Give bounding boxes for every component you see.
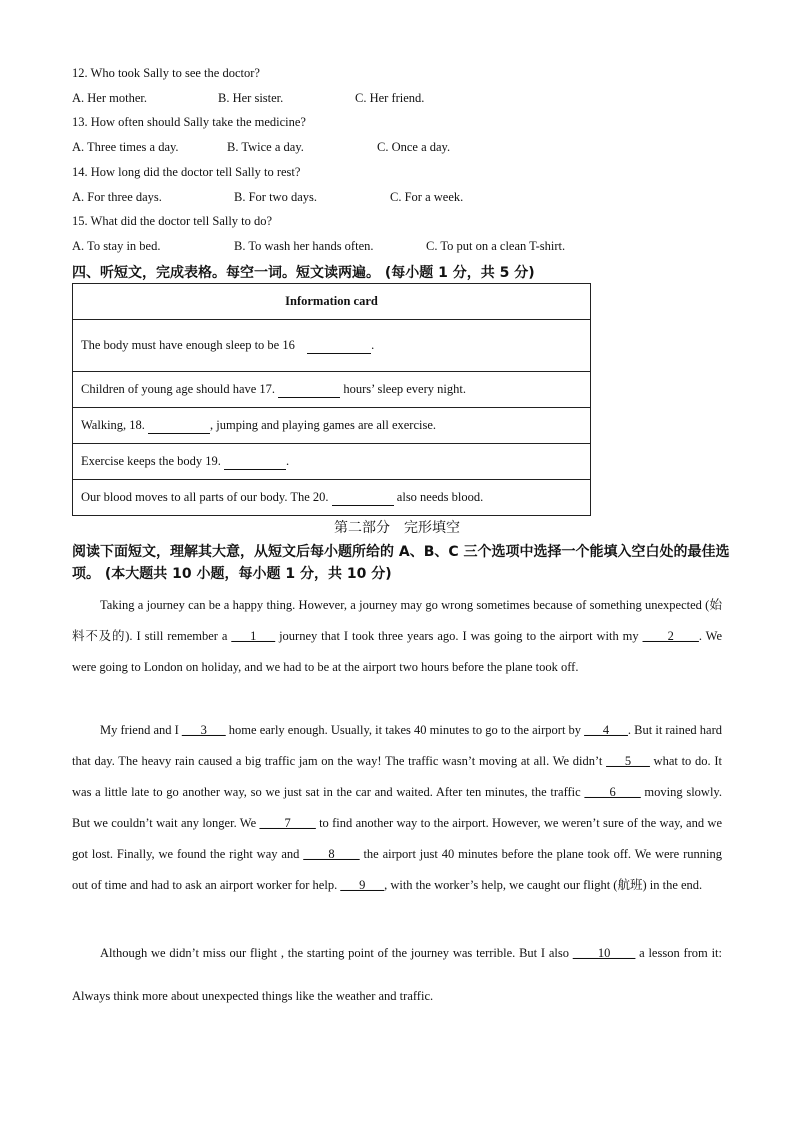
card-row-16 [73, 320, 591, 372]
card-row-19-end: . [286, 453, 290, 468]
option-13-a: A. Three times a day. [72, 140, 179, 154]
blank-18[interactable] [148, 418, 210, 434]
passage-text: , with the worker’s help, we caught our flight (航班) in the end. [384, 878, 703, 892]
option-15-c: C. To put on a clean T-shirt. [426, 239, 566, 253]
passage-text: My friend and I [100, 723, 182, 737]
cloze-blank-1[interactable]: ___1___ [231, 629, 276, 643]
passage-text: moving slowly. But we couldn’t wait any longer. We [72, 785, 722, 830]
card-row-18-end: , jumping and playing games are all exercise. [210, 417, 437, 432]
passage-text: journey that I took three years ago. I was going to the airport with my [275, 629, 643, 643]
option-12-c: C. Her friend. [355, 91, 425, 105]
information-card-title: Information card [73, 284, 591, 320]
card-row-17 [73, 372, 591, 408]
card-row-18 [73, 408, 591, 444]
part-2-instructions: 阅读下面短文，理解其大意，从短文后每小题所给的 A、B、C 三个选项中选择一个能填入空白处的最佳选项。 (本大题共 10 小题，每小题 1 分，共 10 分) [72, 544, 730, 582]
card-row-16-end: . [371, 337, 375, 352]
option-15-a: A. To stay in bed. [72, 239, 161, 253]
blank-17[interactable] [278, 382, 340, 398]
information-card-table [72, 283, 591, 516]
card-row-18-text: Walking, 18. [81, 417, 145, 432]
blank-20[interactable] [332, 490, 394, 506]
card-row-19-text: Exercise keeps the body 19. [81, 453, 221, 468]
cloze-blank-5[interactable]: ___5___ [606, 754, 650, 768]
option-14-a: A. For three days. [72, 190, 162, 204]
cloze-blank-7[interactable]: ____7____ [259, 816, 316, 830]
cloze-blank-10[interactable]: ____10____ [572, 946, 636, 960]
card-row-20-end: also needs blood. [396, 489, 484, 504]
passage-text: to find another way to the airport. However, we weren’t sure of the way, and we got lost. Finally, we found the right way and [72, 816, 722, 861]
cloze-blank-4[interactable]: ___4___ [584, 723, 628, 737]
passage-text: . But it rained hard that day. The heavy rain caused a big traffic jam on the way! The traffic wasn’t moving at all. We didn’t [72, 723, 722, 768]
passage-paragraph-1 [72, 590, 722, 683]
question-14: 14. How long did the doctor tell Sally to rest? [72, 165, 301, 179]
question-13: 13. How often should Sally take the medicine? [72, 115, 306, 129]
card-row-20-text: Our blood moves to all parts of our body. The 20. [81, 489, 329, 504]
passage-text: what to do. It was a little late to go another way, so we just sat in the car and waited. After ten minutes, the traffic [72, 754, 722, 799]
cloze-blank-9[interactable]: ___9___ [340, 878, 385, 892]
passage-paragraph-3 [72, 932, 722, 1018]
card-row-17-text: Children of young age should have 17. [81, 381, 276, 396]
card-row-19 [73, 444, 591, 480]
option-12-a: A. Her mother. [72, 91, 147, 105]
passage-text: home early enough. Usually, it takes 40 minutes to go to the airport by [225, 723, 585, 737]
option-13-b: B. Twice a day. [227, 140, 304, 154]
passage-text: Although we didn’t miss our flight , the starting point of the journey was terrible. But I also [100, 946, 573, 960]
option-15-b: B. To wash her hands often. [234, 239, 374, 253]
passage-text: the airport just 40 minutes before the plane took off. We were running out of time and had to ask an airport worker for help. [72, 847, 722, 892]
blank-16[interactable] [307, 338, 371, 354]
question-15: 15. What did the doctor tell Sally to do? [72, 214, 273, 228]
option-13-c: C. Once a day. [377, 140, 451, 154]
passage-text: . We were going to London on holiday, and we had to be at the airport two hours before the plane took off. [72, 629, 722, 674]
question-12: 12. Who took Sally to see the doctor? [72, 66, 260, 80]
option-14-c: C. For a week. [390, 190, 464, 204]
cloze-blank-8[interactable]: ____8____ [303, 847, 360, 861]
card-row-20 [73, 480, 591, 516]
card-row-16-text: The body must have enough sleep to be 16 [81, 337, 295, 352]
part-2-title: 第二部分 完形填空 [334, 520, 460, 536]
section-4-heading: 四、听短文，完成表格。每空一词。短文读两遍。 (每小题 1 分，共 5 分) [72, 265, 535, 281]
passage-paragraph-2 [72, 715, 722, 901]
card-row-17-end: hours’ sleep every night. [343, 381, 466, 396]
passage-text: Taking a journey can be a happy thing. However, a journey may go wrong sometimes because of something unexpected (始料不及的). I still remember a [72, 598, 722, 643]
cloze-blank-2[interactable]: ____2____ [642, 629, 699, 643]
option-12-b: B. Her sister. [218, 91, 284, 105]
cloze-blank-3[interactable]: ___3___ [181, 723, 226, 737]
cloze-blank-6[interactable]: ____6____ [584, 785, 641, 799]
option-14-b: B. For two days. [234, 190, 317, 204]
passage-text: a lesson from it: Always think more about unexpected things like the weather and traffic. [72, 946, 722, 1003]
blank-19[interactable] [224, 454, 286, 470]
